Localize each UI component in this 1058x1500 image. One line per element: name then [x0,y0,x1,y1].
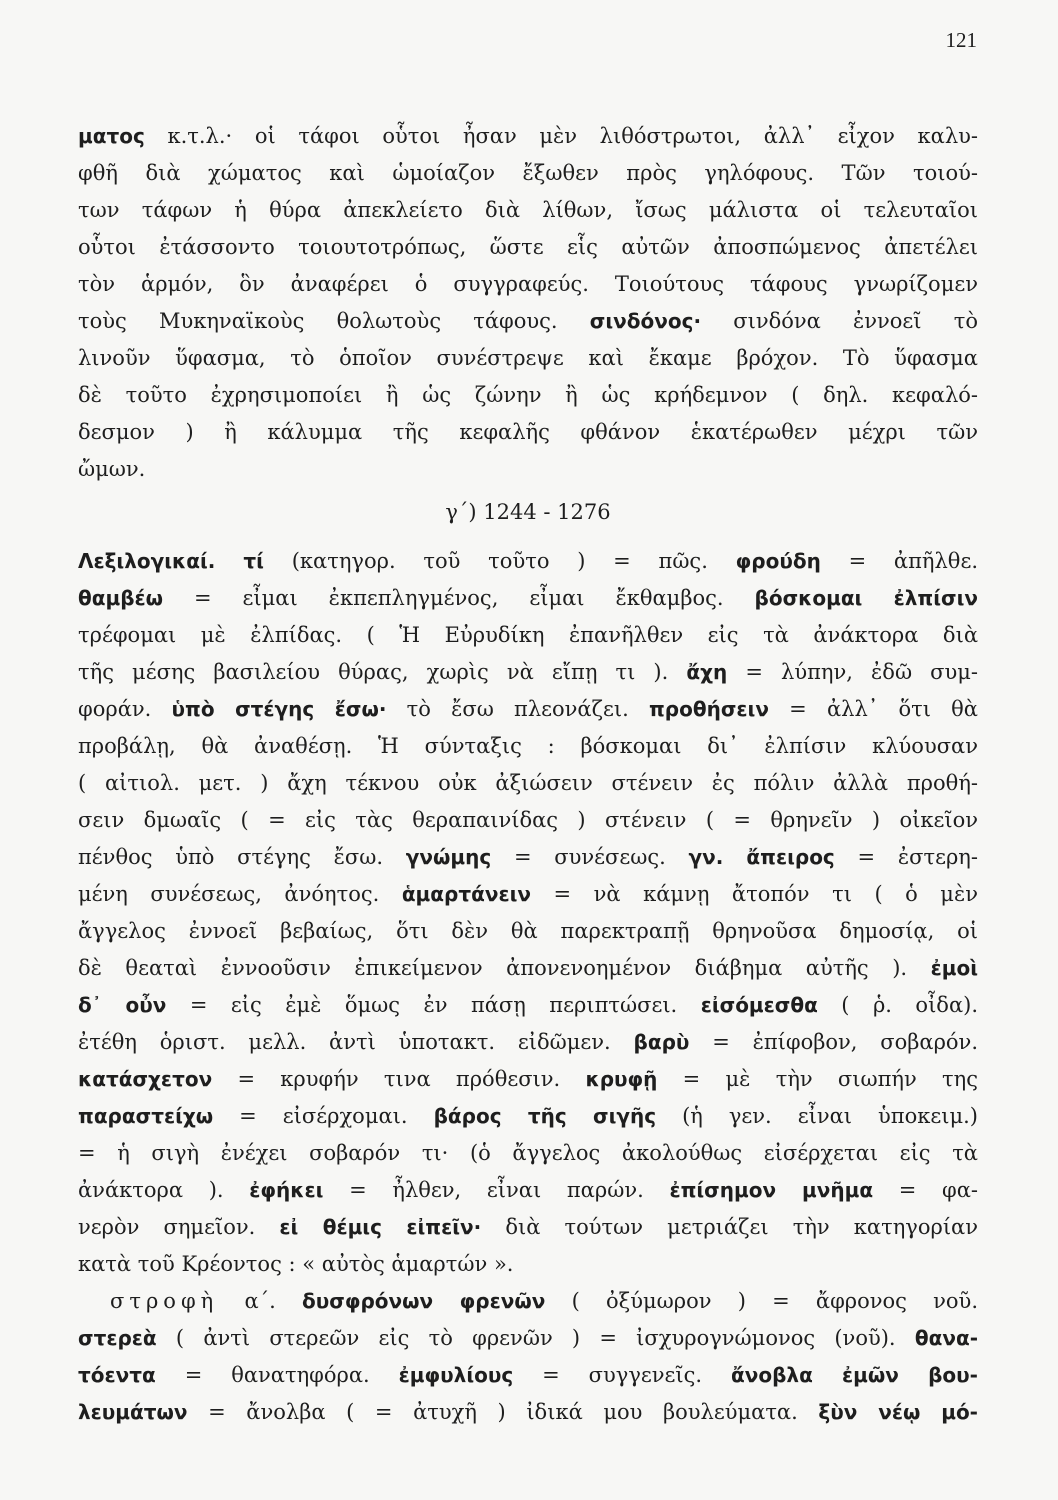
text-run: = εἰς ἐμὲ ὅμως ἐν πάσῃ περιπτώσει. [166,993,701,1017]
text-line [78,118,978,155]
text-run: = ἐπίφοβον, σοβαρόν. [689,1030,978,1054]
text-run: τῆς μέσης βασιλείου θύρας, χωρὶς νὰ εἴπῃ τι ). [78,660,687,684]
text-line [78,340,978,377]
text-line [78,266,978,303]
text-run: κατὰ τοῦ Κρέοντος : « αὐτὸς ἁμαρτών ». [78,1252,514,1276]
text-line [78,192,978,229]
paragraph-commentary [78,118,978,488]
text-run: σειν δμωαῖς ( = εἰς τὰς θεραπαινίδας ) στένειν ( = θρηνεῖν ) οἰκεῖον [78,808,978,832]
bold-term: φρούδη [735,549,821,573]
text-run: προβάλῃ, θὰ ἀναθέσῃ. Ἡ σύνταξις : βόσκομαι δι᾽ ἐλπίσιν κλύουσαν [78,734,978,758]
text-line [78,1394,978,1431]
text-run: δὲ θεαταὶ ἐννοοῦσιν ἐπικείμενον ἀπονενοημένον διάβημα αὐτῆς ). [78,956,931,980]
bold-term: προθήσειν [648,697,769,721]
text-run: = θανατηφόρα. [155,1363,399,1387]
bold-term: σινδόνος· [589,309,702,333]
text-line [78,691,978,728]
text-run: ( ἀντὶ στερεῶν εἰς τὸ φρενῶν ) = ἰσχυρογνώμονος (νοῦ). [156,1326,915,1350]
text-run: τὸ ἔσω πλεονάζει. [386,697,649,721]
text-line [78,580,978,617]
bold-term: ἁμαρτάνειν [401,882,532,906]
text-run: = ἀπῆλθε. [820,549,978,573]
bold-term: ἐπίσημον μνῆμα [669,1178,874,1202]
text-line [78,913,978,950]
text-run: = συνέσεως. [491,845,689,869]
bold-term: βόσκομαι ἐλπίσιν [754,586,978,610]
text-line [78,1172,978,1209]
text-line [78,765,978,802]
text-run: = εἶμαι ἐκπεπληγμένος, εἶμαι ἔκθαμβος. [163,586,755,610]
text-line [78,155,978,192]
text-line [78,303,978,340]
text-line [78,1283,978,1320]
bold-term: ἄχη [686,660,728,684]
text-line [78,1320,978,1357]
text-run: νερὸν σημεῖον. [78,1215,280,1239]
text-line [78,987,978,1024]
text-line [78,451,978,488]
section-heading: γ΄) 1244 - 1276 [445,500,611,524]
text-run: = ἄνολβα ( = ἀτυχῆ ) ἰδικά μου βουλεύματα. [187,1400,819,1424]
bold-term: κρυφῇ [585,1067,658,1091]
text-run: φθῆ διὰ χώματος καὶ ὡμοίαζον ἔξωθεν πρὸς γηλόφους. Τῶν τοιού- [78,161,978,185]
text-run: λινοῦν ὕφασμα, τὸ ὁποῖον συνέστρεψε καὶ ἔκαμε βρόχον. Τὸ ὕφασμα [78,346,978,370]
page-number: 121 [945,28,977,52]
bold-term: ἄνοβλα ἐμῶν βου- [731,1363,978,1387]
text-run: μένη συνέσεως, ἀνόητος. [78,882,402,906]
text-run: = νὰ κάμνῃ ἄτοπόν τι ( ὁ μὲν [531,882,978,906]
text-line [78,1135,978,1172]
bold-term: δυσφρόνων φρενῶν [302,1289,546,1313]
text-line [78,1098,978,1135]
text-run: πένθος ὑπὸ στέγης ἔσω. [78,845,406,869]
text-line [78,876,978,913]
text-line [78,543,978,580]
text-line [78,414,978,451]
text-run: οὗτοι ἐτάσσοντο τοιουτοτρόπως, ὥστε εἷς αὐτῶν ἀποσπώμενος ἀπετέλει [78,235,978,259]
text-run: = μὲ τὴν σιωπήν της [657,1067,978,1091]
bold-term: γνώμης [405,845,492,869]
text-run: ( ῥ. οἶδα). [817,993,978,1017]
text-line [78,802,978,839]
text-run: κ.τ.λ.· οἱ τάφοι οὗτοι ἦσαν μὲν λιθόστρωτοι, ἀλλ᾽ εἶχον καλυ- [144,124,978,148]
text-run: ἀνάκτορα ). [78,1178,250,1202]
text-run: ἄγγελος ἐννοεῖ βεβαίως, ὅτι δὲν θὰ παρεκτραπῇ θρηνοῦσα δημοσίᾳ, οἱ [78,919,978,943]
bold-term: ἐφήκει [249,1178,324,1202]
text-line [78,1061,978,1098]
text-line [78,617,978,654]
text-run: φοράν. [78,697,172,721]
bold-term: τόεντα [78,1363,156,1387]
text-run: τοὺς Μυκηναϊκοὺς θολωτοὺς τάφους. [78,309,590,333]
paragraph-vocabulary [78,543,978,1283]
text-run: = εἰσέρχομαι. [213,1104,434,1128]
text-run: = ἀλλ᾽ ὅτι θὰ [768,697,978,721]
text-line [78,654,978,691]
bold-term: δ᾽ οὖν [78,993,167,1017]
text-run: = ἐστερη- [834,845,978,869]
text-run: α΄. [218,1289,303,1313]
bold-term: βάρος τῆς σιγῆς [433,1104,657,1128]
bold-term: ἐμοὶ [930,956,978,980]
text-run: (κατηγορ. τοῦ τοῦτο ) = πῶς. [263,549,736,573]
text-run: = ἡ σιγὴ ἐνέχει σοβαρόν τι· (ὁ ἄγγελος ἀκολούθως εἰσέρχεται εἰς τὰ [78,1141,978,1165]
text-run: διὰ τούτων μετριάζει τὴν κατηγορίαν [481,1215,978,1239]
bold-term: λευμάτων [78,1400,188,1424]
text-run: ὤμων. [78,457,146,481]
bold-term: εἰ θέμις εἰπεῖν· [279,1215,482,1239]
text-run: τρέφομαι μὲ ἐλπίδας. ( Ἡ Εὐρυδίκη ἐπανῆλθεν εἰς τὰ ἀνάκτορα διὰ [78,623,978,647]
bold-term: παραστείχω [78,1104,214,1128]
bold-term: ματος [78,124,145,148]
text-run: = κρυφήν τινα πρόθεσιν. [212,1067,586,1091]
text-run: σινδόνα ἐννοεῖ τὸ [701,309,978,333]
text-run: = λύπην, ἐδῶ συμ- [727,660,978,684]
text-run: στροφὴ [110,1289,219,1313]
text-line [78,839,978,876]
text-run: (ἡ γεν. εἶναι ὑποκειμ.) [656,1104,978,1128]
text-line [78,377,978,414]
text-line [78,1357,978,1394]
bold-term: βαρὺ [633,1030,690,1054]
text-run: ( ὀξύμωρον ) = ἄφρονος νοῦ. [545,1289,978,1313]
text-run: τὸν ἁρμόν, ὃν ἀναφέρει ὁ συγγραφεύς. Τοιούτους τάφους γνωρίζομεν [78,272,978,296]
bold-term: στερεὰ [78,1326,157,1350]
text-line [78,1024,978,1061]
bold-term: ἐμφυλίους [398,1363,514,1387]
text-line [78,728,978,765]
text-run: ἐτέθη ὁριστ. μελλ. ἀντὶ ὑποτακτ. εἰδῶμεν. [78,1030,634,1054]
bold-term: θαμβέω [78,586,164,610]
text-run: δὲ τοῦτο ἐχρησιμοποίει ἢ ὡς ζώνην ἢ ὡς κρήδεμνον ( δηλ. κεφαλό- [78,383,978,407]
text-block [78,118,978,1431]
text-run: = φα- [873,1178,978,1202]
bold-term: Λεξιλογικαί. τί [78,549,264,573]
text-line [78,1246,978,1283]
bold-term: ξὺν νέῳ μό- [818,1400,978,1424]
bold-term: γν. ἄπειρος [688,845,835,869]
text-run: = συγγενεῖς. [513,1363,732,1387]
text-line [78,1209,978,1246]
text-line [78,229,978,266]
paragraph-strophe [78,1283,978,1431]
text-run: = ἦλθεν, εἶναι παρών. [323,1178,670,1202]
text-run: των τάφων ἡ θύρα ἀπεκλείετο διὰ λίθων, ἴσως μάλιστα οἱ τελευταῖοι [78,198,978,222]
text-run: δεσμον ) ἢ κάλυμμα τῆς κεφαλῆς φθάνον ἑκατέρωθεν μέχρι τῶν [78,420,978,444]
text-run: ( αἰτιολ. μετ. ) ἄχη τέκνου οὐκ ἀξιώσειν στένειν ἐς πόλιν ἀλλὰ προθή- [78,771,978,795]
bold-term: κατάσχετον [78,1067,213,1091]
bold-term: εἰσόμεσθα [700,993,818,1017]
bold-term: θανα- [914,1326,978,1350]
text-line [78,950,978,987]
bold-term: ὑπὸ στέγης ἔσω· [171,697,387,721]
